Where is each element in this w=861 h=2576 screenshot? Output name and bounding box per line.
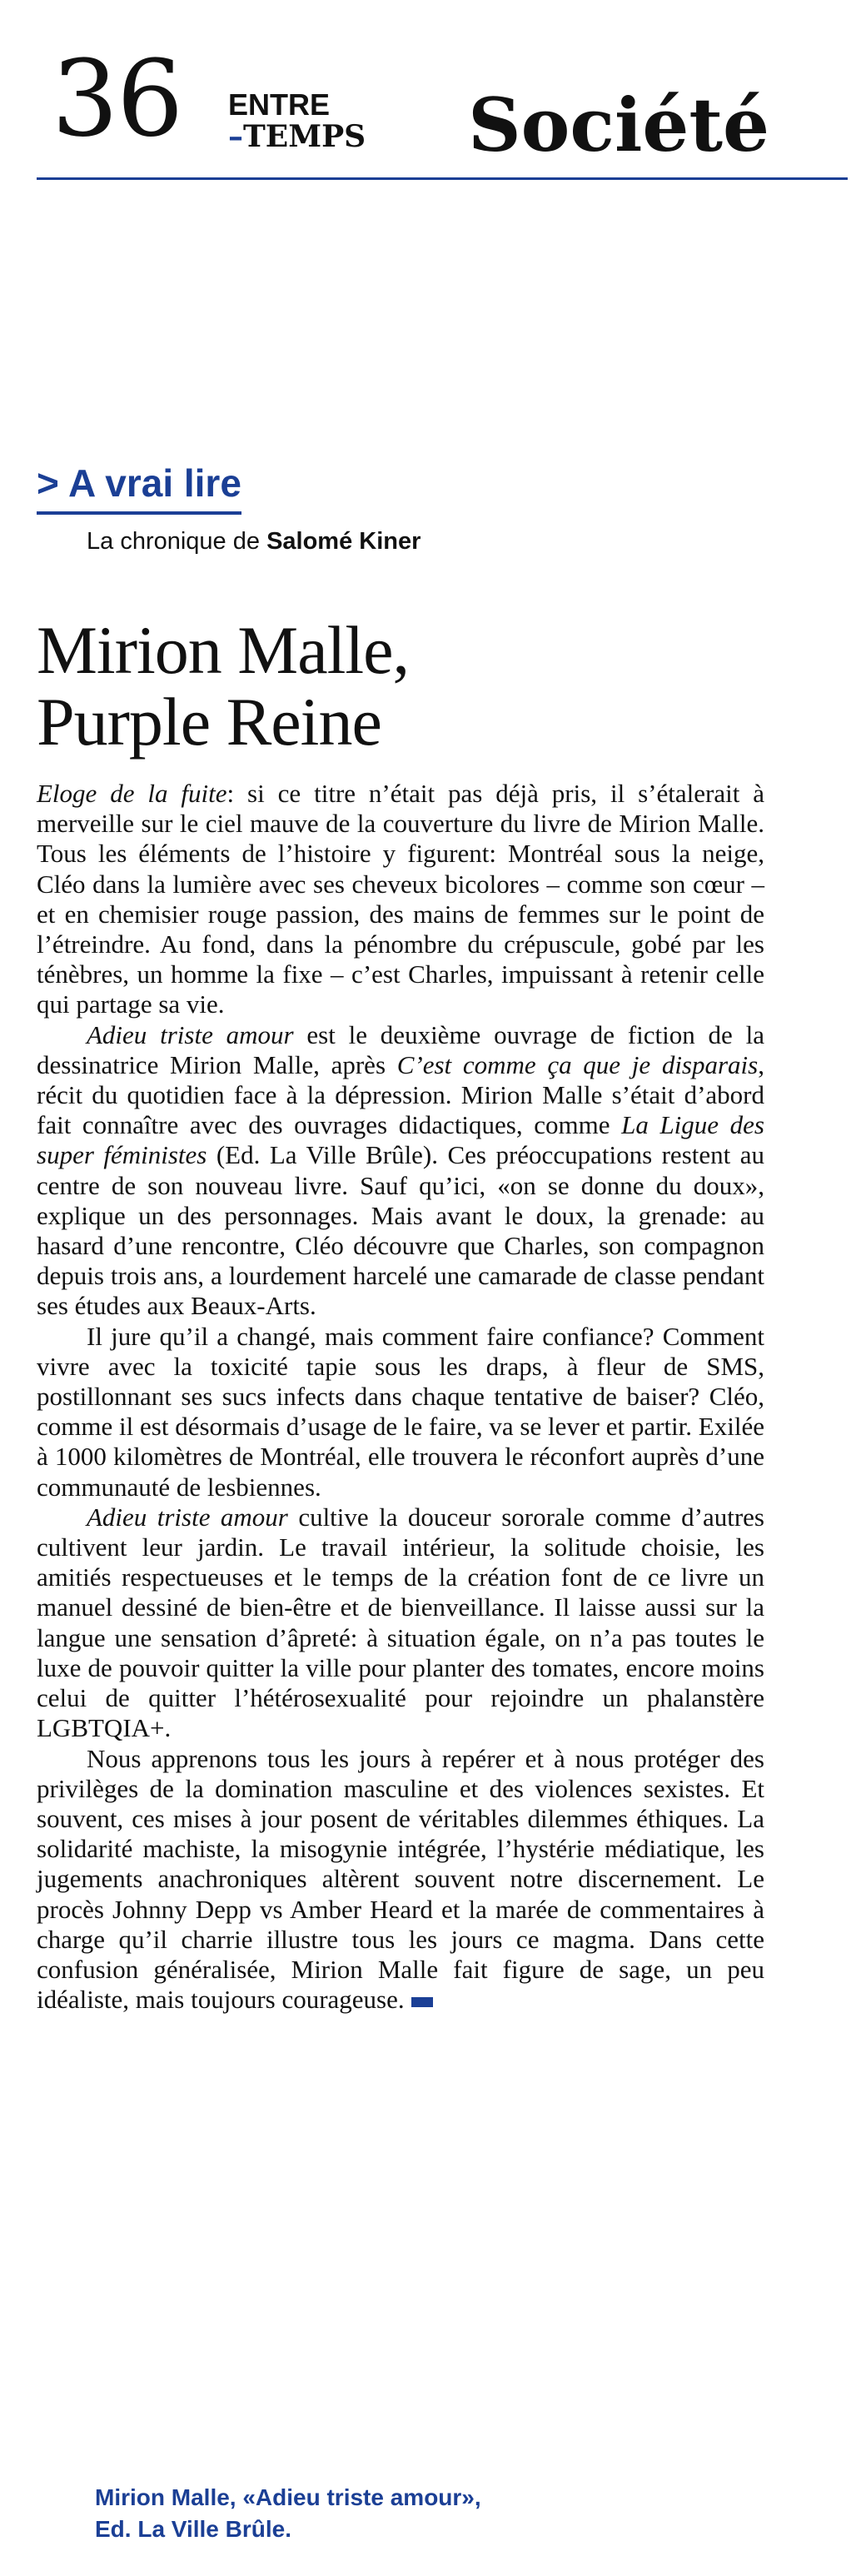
masthead-divider <box>37 177 848 180</box>
publication-logo <box>228 87 366 154</box>
book-reference-line2: Ed. La Ville Brûle. <box>95 2516 292 2542</box>
paragraph-4 <box>37 1502 764 1744</box>
byline-prefix: La chronique de <box>87 528 260 555</box>
headline-line2: Purple Reine <box>37 684 381 760</box>
paragraph-5-text: Nous apprenons tous les jours à repérer et à nous protéger des privilèges de la domination masculine et des violences sexistes. Et souvent, ces mises à jour posent de véritables dilemmes éthiques. La solidarité machiste, la misogynie intégrée, l’hystérie médiatique, les jugements anachroniques altèrent souvent notre discernement. Le procès Johnny Depp vs Amber Heard et la marée de commentaires à charge qu’il charrie illustre tous les jours ce magma. Dans cette confusion généralisée, Mirion Malle fait figure de sage, un peu idéaliste, mais toujours courageuse. <box>37 1743 764 2015</box>
paragraph-2-text-c: (Ed. La Ville Brûle). Ces préoccupations restent au centre de son nouveau livre. Sauf qu’ici, «on se donne du doux», explique un des personnages. Mais avant le doux, la grenade: au hasard d’une rencontre, Cléo découvre que Charles, son compagnon depuis trois ans, a lourdement harcelé une camarade de classe pendant ses études aux Beaux-Arts. <box>37 1140 764 1321</box>
book-title: Eloge de la fuite <box>37 779 227 808</box>
book-reference <box>95 2482 481 2545</box>
paragraph-5 <box>37 1744 764 2015</box>
section-title: Société <box>468 82 769 168</box>
headline-line1: Mirion Malle, <box>37 612 410 688</box>
book-title: Adieu triste amour <box>87 1019 294 1049</box>
paragraph-1-text: : si ce titre n’était pas déjà pris, il s’étalerait à merveille sur le ciel mauve de la couverture du livre de Mirion Malle. Tous les éléments de l’histoire y figurent: Montréal sous la neige, Cléo dans la lumière avec ses cheveux bicolores – comme son cœur – et en chemisier rouge passion, des mains de femmes sur le point de l’étreindre. Au fond, dans la pénombre du crépuscule, gobé par les ténèbres, un homme la fixe – c’est Charles, impuissant à retenir celle qui partage sa vie. <box>37 779 764 1019</box>
rubric-marker: > <box>37 461 59 505</box>
book-reference-line1: Mirion Malle, «Adieu triste amour», <box>95 2484 481 2510</box>
column-rubric <box>37 460 241 515</box>
paragraph-3: Il jure qu’il a changé, mais comment faire confiance? Comment vivre avec la toxicité tapie sous les draps, à fleur de SMS, postillonnant ses sucs infects dans chaque tentative de baiser? Cléo, comme il est désormais d’usage de le faire, va se lever et partir. Exilée à 1000 kilomètres de Montréal, elle trouvera le réconfort auprès d’une communauté de lesbiennes. <box>37 1321 764 1502</box>
paragraph-2-text-a: est le deuxième ouvrage de fiction de la dessinatrice Mirion Malle, après <box>37 1019 764 1079</box>
book-title: C’est comme ça que je disparais <box>396 1049 759 1079</box>
article-body <box>37 779 764 2015</box>
brand-line2-text: TEMPS <box>243 119 366 154</box>
brand-dash: – <box>228 119 243 154</box>
paragraph-2-text-b: , récit du quotidien face à la dépression. Mirion Malle s’était d’abord fait connaître avec des ouvrages didactiques, comme <box>37 1049 764 1140</box>
paragraph-4-text: cultive la douceur sororale comme d’autres cultivent leur jardin. Le travail intérieur, la solitude choisie, les amitiés respectueuses et le temps de la création font de ce livre un manuel dessiné de bien-être et de bienveillance. Il laisse aussi sur la langue une sensation d’âpreté: à situation égale, on n’a pas toutes le luxe de pouvoir quitter la ville pour planter des tomates, encore moins celui de quitter l’hétérosexualité pour rejoindre un phalanstère LGBTQIA+. <box>37 1502 764 1743</box>
paragraph-1 <box>37 779 764 1020</box>
brand-line2 <box>228 119 366 154</box>
book-title: La Ligue des super féministes <box>37 1110 764 1170</box>
book-title: Adieu triste amour <box>87 1502 288 1532</box>
end-of-article-mark <box>411 1997 433 2007</box>
masthead <box>37 37 848 183</box>
article-headline <box>37 612 836 760</box>
brand-line1: ENTRE <box>228 87 331 122</box>
page-number: 36 <box>52 37 182 160</box>
byline <box>87 526 421 556</box>
paragraph-2 <box>37 1020 764 1322</box>
rubric-label: A vrai lire <box>67 461 241 505</box>
byline-author: Salomé Kiner <box>266 528 421 555</box>
